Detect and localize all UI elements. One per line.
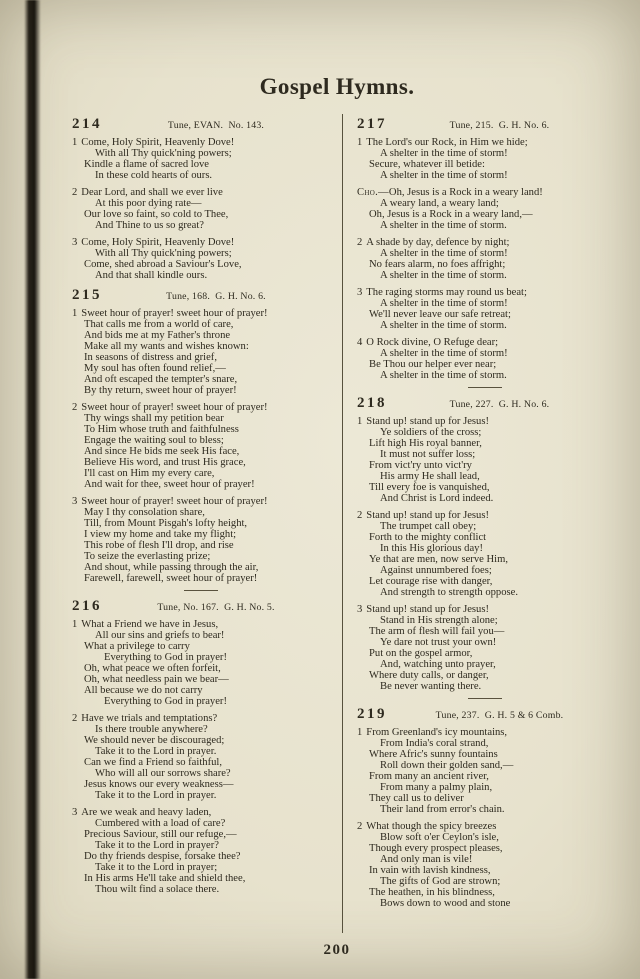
hymn-line: Against unnumbered foes; xyxy=(380,565,492,576)
hymn-line: Till every foe is vanquished, xyxy=(369,482,490,493)
hymn-tune-line: Tune, 168. G. H. No. 6. xyxy=(166,291,266,302)
hymn-line: To Him whose truth and faithfulness xyxy=(84,424,239,435)
hymn-line: The arm of flesh will fail you— xyxy=(369,626,505,637)
hymn-line: And, watching unto prayer, xyxy=(380,659,496,670)
hymn-line: Their land from error's chain. xyxy=(380,804,505,815)
hymn-line: In vain with lavish kindness, xyxy=(369,865,491,876)
stanza-3 xyxy=(72,237,330,281)
hymn-line: And that shall kindle ours. xyxy=(95,270,208,281)
hymn-219 xyxy=(357,706,612,909)
hymn-line: The gifts of God are strown; xyxy=(380,876,501,887)
hymn-number: 219 xyxy=(357,706,387,722)
verse-number: 4 xyxy=(357,337,363,348)
stanza-3 xyxy=(357,287,612,331)
hymn-line: From many a palmy plain, xyxy=(380,782,493,793)
hymn-line: Precious Saviour, still our refuge,— xyxy=(84,829,237,840)
hymn-line: Till, from Mount Pisgah's lofty height, xyxy=(84,518,248,529)
stanza-2 xyxy=(357,237,612,281)
hymn-line: Everything to God in prayer! xyxy=(104,696,227,707)
hymn-line: In seasons of distress and grief, xyxy=(84,352,217,363)
hymn-tune-line: Tune, EVAN. No. 143. xyxy=(167,120,265,131)
hymn-line: Is there trouble anywhere? xyxy=(95,724,208,735)
hymn-number: 216 xyxy=(72,598,102,614)
hymn-line: 4 O Rock divine, O Refuge dear; xyxy=(357,337,499,348)
hymn-line: Do thy friends despise, forsake thee? xyxy=(84,851,241,862)
stanza-2 xyxy=(357,510,612,598)
verse-number: 1 xyxy=(72,619,78,630)
chorus-label: Cho.— xyxy=(357,187,389,198)
verse-number: 2 xyxy=(357,510,363,521)
verse-number: 2 xyxy=(72,713,78,724)
hymn-line: 3 Are we weak and heavy laden, xyxy=(72,807,212,818)
hymn-line: A shelter in the time of storm. xyxy=(380,270,507,281)
hymn-line: Oh, Jesus is a Rock in a weary land,— xyxy=(369,209,533,220)
hymn-line: Jesus knows our every weakness— xyxy=(84,779,234,790)
hymn-line: May I thy consolation share, xyxy=(84,507,205,518)
hymn-line: Ye soldiers of the cross; xyxy=(380,427,482,438)
hymn-line: Take it to the Lord in prayer; xyxy=(95,862,218,873)
hymn-line: Oh, what needless pain we bear— xyxy=(84,674,229,685)
verse-number: 3 xyxy=(357,287,363,298)
hymn-line: A shelter in the time of storm! xyxy=(380,348,508,359)
hymn-line: Ye dare not trust your own! xyxy=(380,637,497,648)
hymn-line: Cumbered with a load of care? xyxy=(95,818,226,829)
hymn-number: 214 xyxy=(72,116,102,132)
hymn-line: We'll never leave our safe retreat; xyxy=(369,309,511,320)
hymn-header xyxy=(72,598,330,615)
hymn-tune-line: Tune, 237. G. H. 5 & 6 Comb. xyxy=(435,710,564,721)
hymn-215 xyxy=(72,287,330,584)
hymn-line: Take it to the Lord in prayer. xyxy=(95,746,217,757)
stanza-1 xyxy=(72,137,330,181)
hymn-line: Be Thou our helper ever near; xyxy=(369,359,497,370)
stanza-1 xyxy=(72,619,330,707)
hymn-line: 1 Sweet hour of prayer! sweet hour of prayer! xyxy=(72,308,268,319)
hymn-line: Our love so faint, so cold to Thee, xyxy=(84,209,229,220)
hymn-line: 1 From Greenland's icy mountains, xyxy=(357,727,508,738)
hymn-line: Take it to the Lord in prayer? xyxy=(95,840,219,851)
hymn-tune-line: Tune, 215. G. H. No. 6. xyxy=(449,120,550,131)
hymn-line: Believe His word, and trust His grace, xyxy=(84,457,246,468)
hymn-line: 2 What though the spicy breezes xyxy=(357,821,497,832)
hymn-line: I view my home and take my flight; xyxy=(84,529,237,540)
hymn-line: Roll down their golden sand,— xyxy=(380,760,514,771)
hymn-line: 2 Sweet hour of prayer! sweet hour of prayer! xyxy=(72,402,268,413)
verse-number: 3 xyxy=(357,604,363,615)
verse-number: 1 xyxy=(357,137,363,148)
hymn-line: Ye that are men, now serve Him, xyxy=(369,554,508,565)
hymn-line: In His arms He'll take and shield thee, xyxy=(84,873,246,884)
hymn-line: In these cold hearts of ours. xyxy=(95,170,213,181)
hymn-line: Blow soft o'er Ceylon's isle, xyxy=(380,832,499,843)
hymn-line: Put on the gospel armor, xyxy=(369,648,473,659)
hymn-line: 3 Sweet hour of prayer! sweet hour of prayer! xyxy=(72,496,268,507)
hymn-line: Where duty calls, or danger, xyxy=(369,670,489,681)
hymn-line: A shelter in the time of storm. xyxy=(380,370,507,381)
hymn-header xyxy=(357,706,612,723)
hymn-line: A shelter in the time of storm! xyxy=(380,148,508,159)
hymn-line: And strength to strength oppose. xyxy=(380,587,518,598)
verse-number: 2 xyxy=(72,187,78,198)
hymn-separator xyxy=(468,698,502,699)
hymn-line: Stand in His strength alone; xyxy=(380,615,498,626)
verse-number: 1 xyxy=(357,727,363,738)
hymn-line: Take it to the Lord in prayer. xyxy=(95,790,217,801)
hymn-line: From many an ancient river, xyxy=(369,771,489,782)
stanza-2 xyxy=(72,187,330,231)
verse-number: 2 xyxy=(357,237,363,248)
verse-number: 3 xyxy=(72,237,78,248)
hymn-217 xyxy=(357,116,612,381)
hymn-separator xyxy=(184,590,218,591)
stanza-4 xyxy=(357,337,612,381)
hymn-line: No fears alarm, no foes affright; xyxy=(369,259,506,270)
hymn-line: This robe of flesh I'll drop, and rise xyxy=(84,540,234,551)
hymn-216 xyxy=(72,598,330,895)
hymn-line: Make all my wants and wishes known: xyxy=(84,341,249,352)
hymn-line: Thou wilt find a solace there. xyxy=(95,884,220,895)
hymn-line: Oh, what peace we often forfeit, xyxy=(84,663,221,674)
hymn-line: And Christ is Lord indeed. xyxy=(380,493,494,504)
hymn-tune-line: Tune, No. 167. G. H. No. 5. xyxy=(157,602,275,613)
hymn-number: 218 xyxy=(357,395,387,411)
hymn-line: The trumpet call obey; xyxy=(380,521,477,532)
hymn-line: We should never be discouraged; xyxy=(84,735,225,746)
hymn-line: And shout, while passing through the air, xyxy=(84,562,259,573)
stanza-2 xyxy=(72,713,330,801)
left-column xyxy=(72,114,342,933)
hymn-line: 2 Dear Lord, and shall we ever live xyxy=(72,187,223,198)
hymn-line: Kindle a flame of sacred love xyxy=(84,159,210,170)
book-gutter-shadow xyxy=(24,0,41,979)
hymn-line: Be never wanting there. xyxy=(380,681,482,692)
hymn-header xyxy=(72,287,330,304)
hymn-line: 1 The Lord's our Rock, in Him we hide; xyxy=(357,137,528,148)
hymn-line: 3 The raging storms may round us beat; xyxy=(357,287,527,298)
hymn-line: I'll cast on Him my every care, xyxy=(84,468,215,479)
hymn-line: My soul has often found relief,— xyxy=(84,363,226,374)
verse-number: 1 xyxy=(72,308,78,319)
hymn-214 xyxy=(72,116,330,281)
verse-number: 2 xyxy=(357,821,363,832)
hymn-number: 215 xyxy=(72,287,102,303)
stanza-1 xyxy=(357,416,612,504)
hymn-header xyxy=(357,395,612,412)
hymn-line: And wait for thee, sweet hour of prayer! xyxy=(84,479,255,490)
hymn-line: All because we do not carry xyxy=(84,685,203,696)
hymn-line: They call us to deliver xyxy=(369,793,464,804)
hymn-line: From India's coral strand, xyxy=(380,738,489,749)
hymn-line: His army He shall lead, xyxy=(380,471,480,482)
hymn-columns xyxy=(72,114,612,933)
hymn-line: Though every prospect pleases, xyxy=(369,843,503,854)
hymn-line: With all Thy quick'ning powers; xyxy=(95,148,232,159)
hymn-line: Let courage rise with danger, xyxy=(369,576,493,587)
hymn-line: From vict'ry unto vict'ry xyxy=(369,460,472,471)
right-column xyxy=(342,114,612,933)
hymn-line: Where Afric's sunny fountains xyxy=(369,749,498,760)
verse-number: 1 xyxy=(72,137,78,148)
hymn-line: 3 Come, Holy Spirit, Heavenly Dove! xyxy=(72,237,235,248)
hymn-line: A shelter in the time of storm. xyxy=(380,320,507,331)
hymn-line: And oft escaped the tempter's snare, xyxy=(84,374,238,385)
hymn-line: Come, shed abroad a Saviour's Love, xyxy=(84,259,242,270)
hymn-line: Forth to the mighty conflict xyxy=(369,532,487,543)
stanza-3 xyxy=(72,807,330,895)
hymn-line: And Thine to us so great? xyxy=(95,220,204,231)
hymn-line: That calls me from a world of care, xyxy=(84,319,234,330)
hymn-line: What a privilege to carry xyxy=(84,641,190,652)
stanza-3 xyxy=(72,496,330,584)
hymn-line: By thy return, sweet hour of prayer! xyxy=(84,385,237,396)
hymn-line: A shelter in the time of storm! xyxy=(380,298,508,309)
hymn-tune-line: Tune, 227. G. H. No. 6. xyxy=(449,399,550,410)
hymn-line: A weary land, a weary land; xyxy=(380,198,499,209)
page-title: Gospel Hymns. xyxy=(259,74,415,99)
hymn-line: 3 Stand up! stand up for Jesus! xyxy=(357,604,489,615)
hymn-line: 2 A shade by day, defence by night; xyxy=(357,237,510,248)
hymn-line: In this His glorious day! xyxy=(380,543,483,554)
hymn-line: Thy wings shall my petition bear xyxy=(84,413,224,424)
hymn-line: A shelter in the time of storm! xyxy=(380,248,508,259)
hymn-line: And since He bids me seek His face, xyxy=(84,446,240,457)
hymn-line: 2 Have we trials and temptations? xyxy=(72,713,218,724)
stanza-1 xyxy=(357,727,612,815)
verse-number: 3 xyxy=(72,496,78,507)
hymn-line: A shelter in the time of storm. xyxy=(380,220,507,231)
hymn-line: All our sins and griefs to bear! xyxy=(95,630,225,641)
hymn-line: And bids me at my Father's throne xyxy=(84,330,231,341)
hymn-line: 1 What a Friend we have in Jesus, xyxy=(72,619,219,630)
hymn-header xyxy=(72,116,330,133)
stanza-1 xyxy=(72,308,330,396)
hymn-line: Engage the waiting soul to bless; xyxy=(84,435,224,446)
verse-number: 2 xyxy=(72,402,78,413)
hymn-line: Can we find a Friend so faithful, xyxy=(84,757,222,768)
hymn-line: 1 Stand up! stand up for Jesus! xyxy=(357,416,489,427)
hymn-line: Lift high His royal banner, xyxy=(369,438,482,449)
verse-number: 3 xyxy=(72,807,78,818)
hymn-line: 2 Stand up! stand up for Jesus! xyxy=(357,510,489,521)
hymn-line: Who will all our sorrows share? xyxy=(95,768,231,779)
stanza-2 xyxy=(72,402,330,490)
hymn-line: It must not suffer loss; xyxy=(380,449,476,460)
stanza-3 xyxy=(357,604,612,692)
hymn-218 xyxy=(357,395,612,692)
hymn-number: 217 xyxy=(357,116,387,132)
hymn-line: Bows down to wood and stone xyxy=(380,898,511,909)
hymn-line: And only man is vile! xyxy=(380,854,473,865)
hymn-line: To seize the everlasting prize; xyxy=(84,551,211,562)
hymn-line: A shelter in the time of storm! xyxy=(380,170,508,181)
hymn-separator xyxy=(468,387,502,388)
stanza-1 xyxy=(357,137,612,181)
hymn-line: Secure, whatever ill betide: xyxy=(369,159,485,170)
hymn-line: The heathen, in his blindness, xyxy=(369,887,495,898)
chorus xyxy=(357,187,612,231)
page-number: 200 xyxy=(323,942,351,958)
hymn-line: Farewell, farewell, sweet hour of prayer! xyxy=(84,573,258,584)
verse-number: 1 xyxy=(357,416,363,427)
hymn-line: At this poor dying rate— xyxy=(95,198,202,209)
hymn-header xyxy=(357,116,612,133)
hymn-line: 1 Come, Holy Spirit, Heavenly Dove! xyxy=(72,137,235,148)
stanza-2 xyxy=(357,821,612,909)
hymn-line: Cho.—Oh, Jesus is a Rock in a weary land! xyxy=(357,187,543,198)
hymn-line: Everything to God in prayer! xyxy=(104,652,227,663)
hymn-line: With all Thy quick'ning powers; xyxy=(95,248,232,259)
